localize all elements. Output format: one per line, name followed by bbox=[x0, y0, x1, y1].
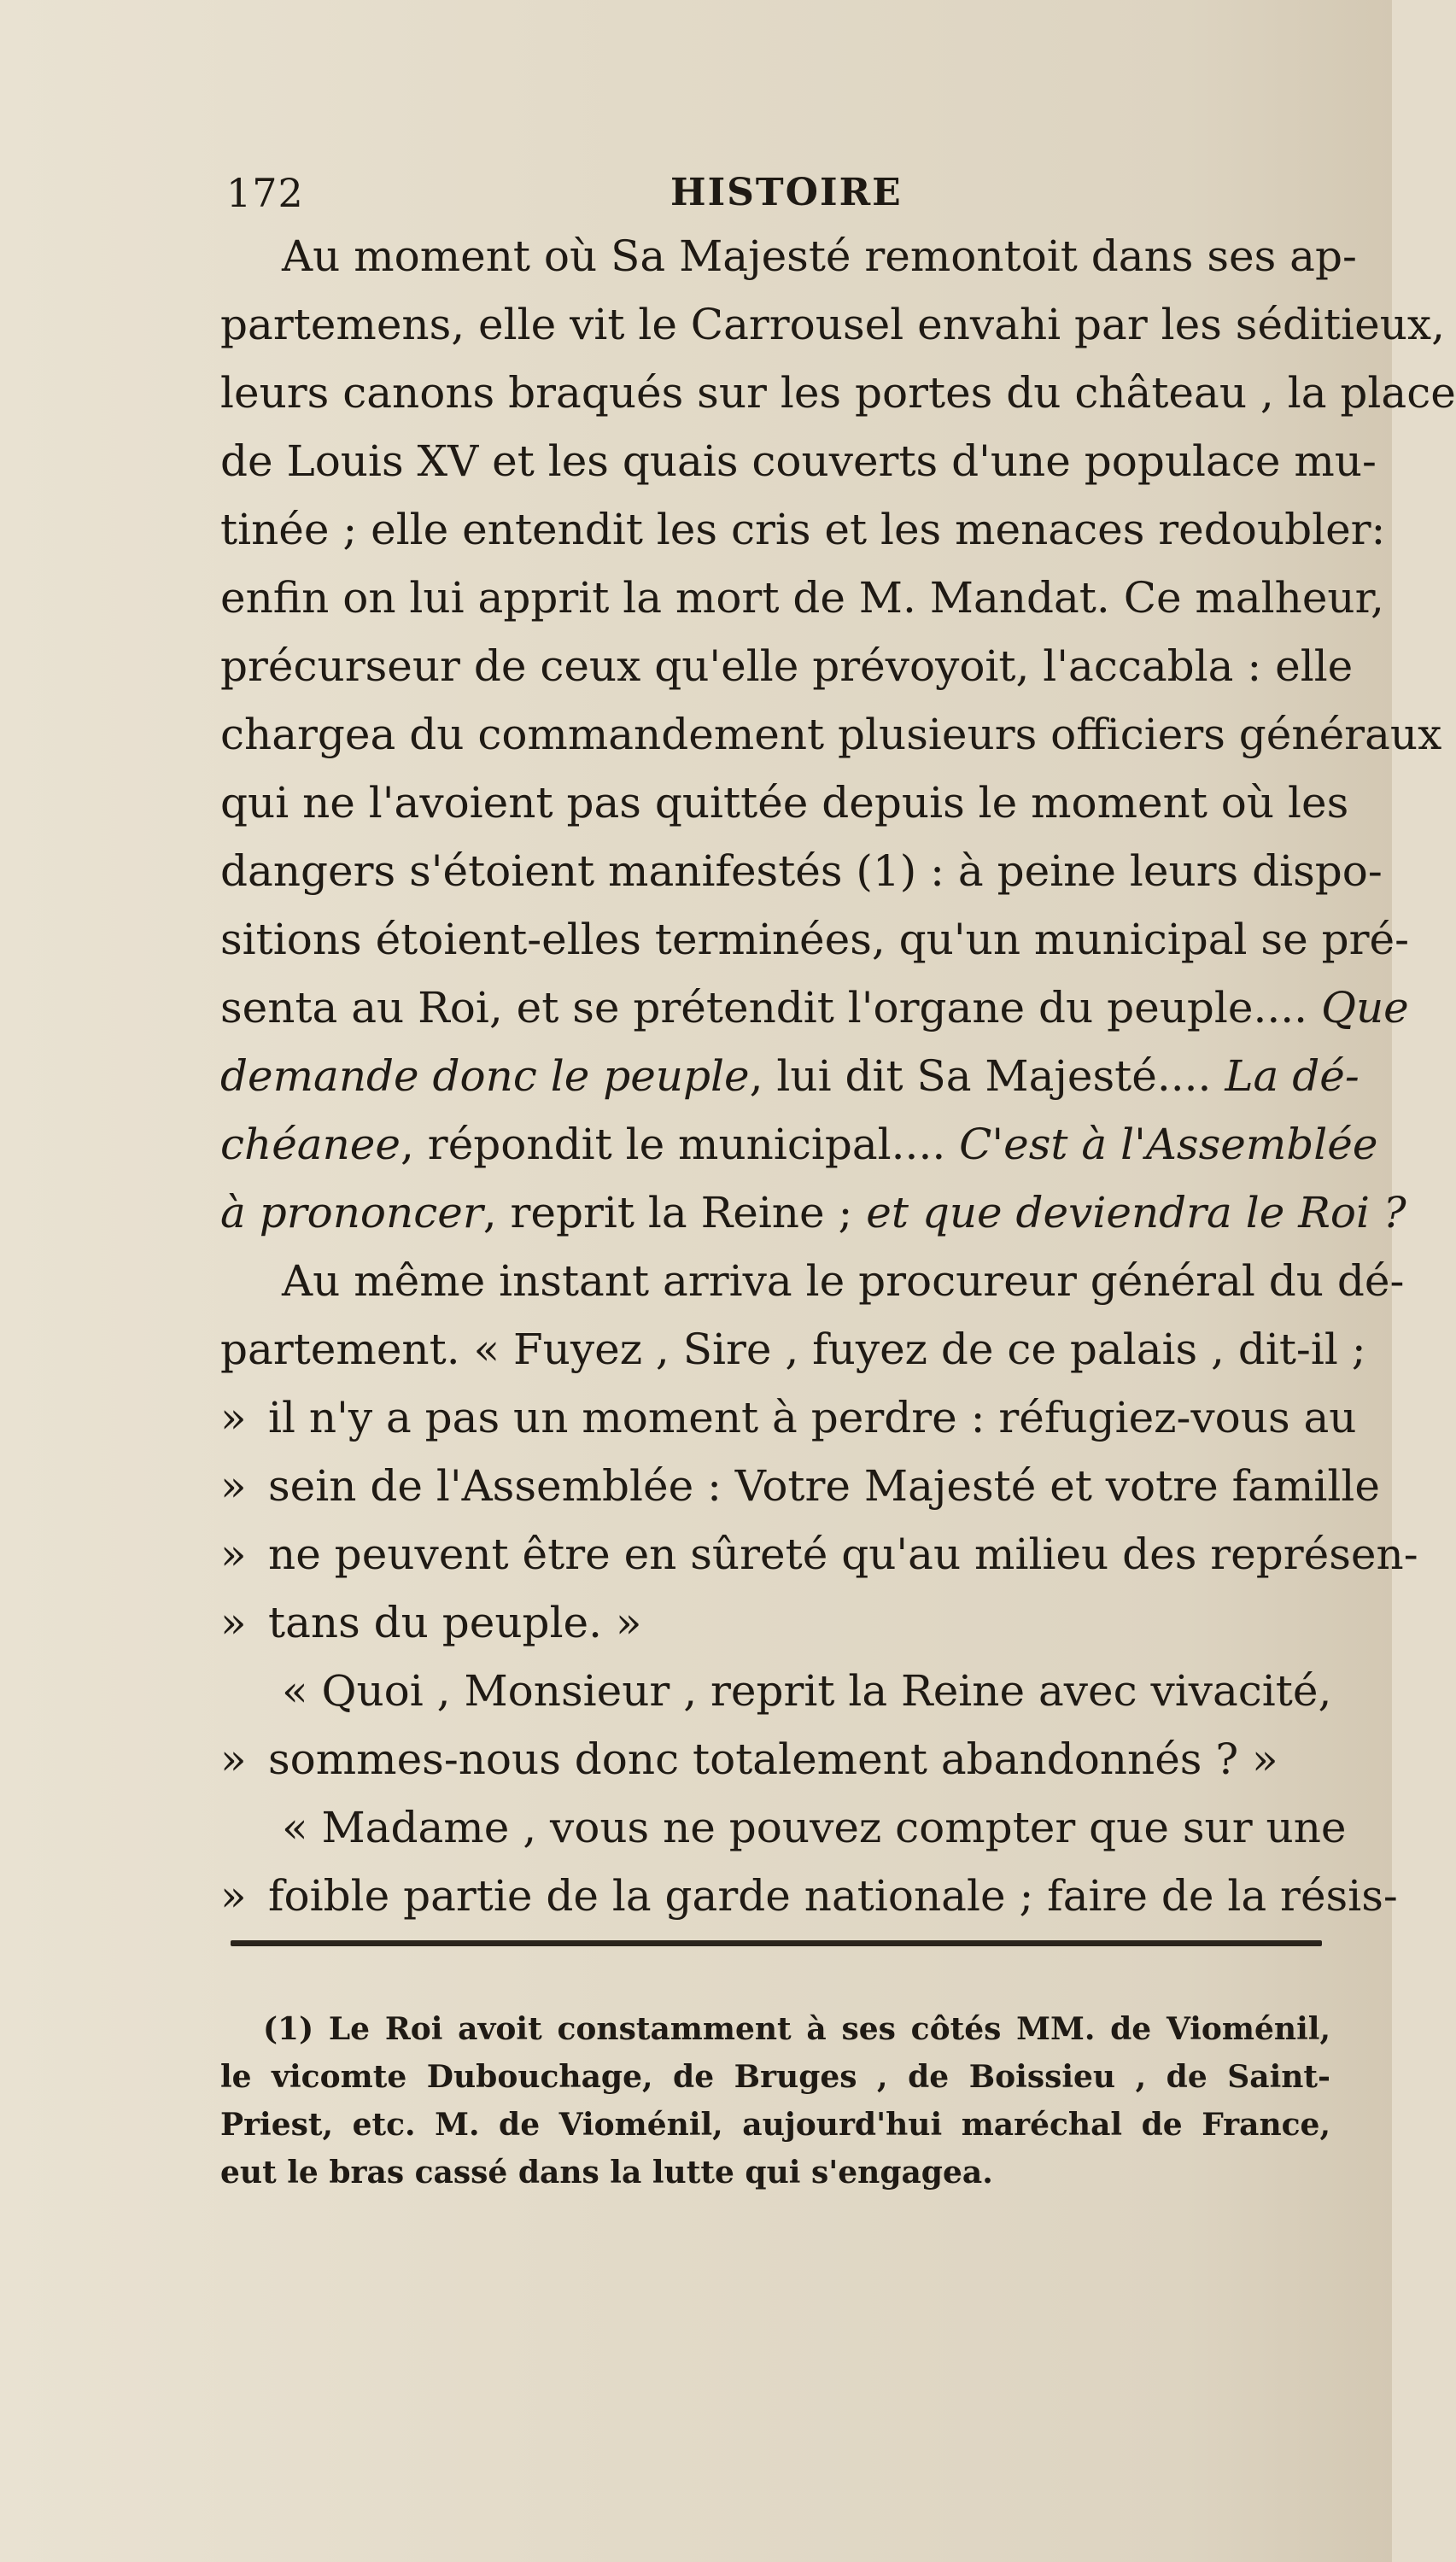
quote-mark: » bbox=[220, 1598, 247, 1647]
text-line: dangers s'étoient manifestés (1) : à peine leurs dispo- bbox=[220, 846, 1383, 896]
quote-line bbox=[220, 1520, 1418, 1588]
text-line: sitions étoient-elles terminées, qu'un municipal se pré- bbox=[220, 915, 1409, 964]
text-line: enfin on lui apprit la mort de M. Mandat. Ce malheur, bbox=[220, 573, 1384, 623]
footnote-line: Priest, etc. M. de Vioménil, aujourd'hui maréchal de France, bbox=[220, 2107, 1330, 2143]
text-line: « Quoi , Monsieur , reprit la Reine avec vivacité, bbox=[282, 1666, 1332, 1716]
italic-span: demande donc le peuple bbox=[220, 1051, 750, 1101]
text-span: il n'y a pas un moment à perdre : réfugiez-vous au bbox=[268, 1393, 1357, 1442]
text-span: tans du peuple. » bbox=[268, 1598, 642, 1647]
footnote-line: le vicomte Dubouchage, de Bruges , de Boissieu , de Saint- bbox=[220, 2059, 1330, 2095]
italic-span: à prononcer bbox=[220, 1188, 483, 1237]
quote-line bbox=[220, 1725, 1330, 1793]
quote-mark: » bbox=[220, 1530, 247, 1579]
text-span: sommes-nous donc totalement abandonnés ? » bbox=[268, 1734, 1278, 1784]
text-span: foible partie de la garde nationale ; faire de la résis- bbox=[268, 1871, 1398, 1921]
footnote-line: (1) Le Roi avoit constamment à ses côtés MM. de Vioménil, bbox=[263, 2011, 1330, 2047]
text-line bbox=[220, 1042, 1360, 1110]
text-line: partemens, elle vit le Carrousel envahi par les séditieux, bbox=[220, 300, 1446, 349]
text-line: chargea du commandement plusieurs officiers généraux bbox=[220, 710, 1442, 759]
quote-line bbox=[220, 1862, 1398, 1930]
quote-line bbox=[220, 1588, 1330, 1657]
page-header bbox=[226, 167, 1328, 219]
italic-span: La dé- bbox=[1225, 1051, 1360, 1101]
quote-mark: » bbox=[220, 1734, 247, 1784]
text-line: qui ne l'avoient pas quittée depuis le moment où les bbox=[220, 778, 1349, 828]
footnote-line: eut le bras cassé dans la lutte qui s'engagea. bbox=[220, 2155, 993, 2191]
text-line: « Madame , vous ne pouvez compter que sur une bbox=[282, 1803, 1347, 1852]
text-span: senta au Roi, et se prétendit l'organe du peuple.... bbox=[220, 983, 1308, 1032]
page-number: 172 bbox=[226, 170, 304, 216]
text-line bbox=[220, 1110, 1378, 1179]
quote-line bbox=[220, 1452, 1380, 1520]
text-line: partement. « Fuyez , Sire , fuyez de ce palais , dit-il ; bbox=[220, 1325, 1366, 1374]
quote-line bbox=[220, 1383, 1357, 1452]
text-line: tinée ; elle entendit les cris et les menaces redoubler: bbox=[220, 505, 1386, 554]
italic-span: C'est à l'Assemblée bbox=[959, 1120, 1378, 1169]
running-title: HISTOIRE bbox=[670, 171, 903, 214]
italic-span: Que bbox=[1320, 983, 1409, 1032]
text-line: Au moment où Sa Majesté remontoit dans ses ap- bbox=[282, 231, 1357, 281]
body-text bbox=[220, 222, 1456, 1930]
text-line: précurseur de ceux qu'elle prévoyoit, l'accabla : elle bbox=[220, 641, 1354, 691]
text-line bbox=[220, 974, 1409, 1042]
text-span: , lui dit Sa Majesté.... bbox=[749, 1051, 1212, 1101]
quote-mark: » bbox=[220, 1393, 247, 1442]
text-line: leurs canons braqués sur les portes du château , la place bbox=[220, 368, 1456, 418]
text-span: ne peuvent être en sûreté qu'au milieu des représen- bbox=[268, 1530, 1418, 1579]
text-span: , reprit la Reine ; bbox=[482, 1188, 853, 1237]
quote-mark: » bbox=[220, 1871, 247, 1921]
text-line: Au même instant arriva le procureur général du dé- bbox=[282, 1256, 1405, 1306]
footnote bbox=[220, 2005, 1330, 2196]
text-span: sein de l'Assemblée : Votre Majesté et votre famille bbox=[268, 1461, 1380, 1511]
italic-span: et que deviendra le Roi ? bbox=[866, 1188, 1406, 1237]
italic-span: chéanee bbox=[220, 1120, 401, 1169]
footnote-rule bbox=[231, 1940, 1322, 1946]
quote-mark: » bbox=[220, 1461, 247, 1511]
text-line: de Louis XV et les quais couverts d'une populace mu- bbox=[220, 436, 1377, 486]
text-line bbox=[220, 1179, 1406, 1247]
text-span: , répondit le municipal.... bbox=[401, 1120, 946, 1169]
